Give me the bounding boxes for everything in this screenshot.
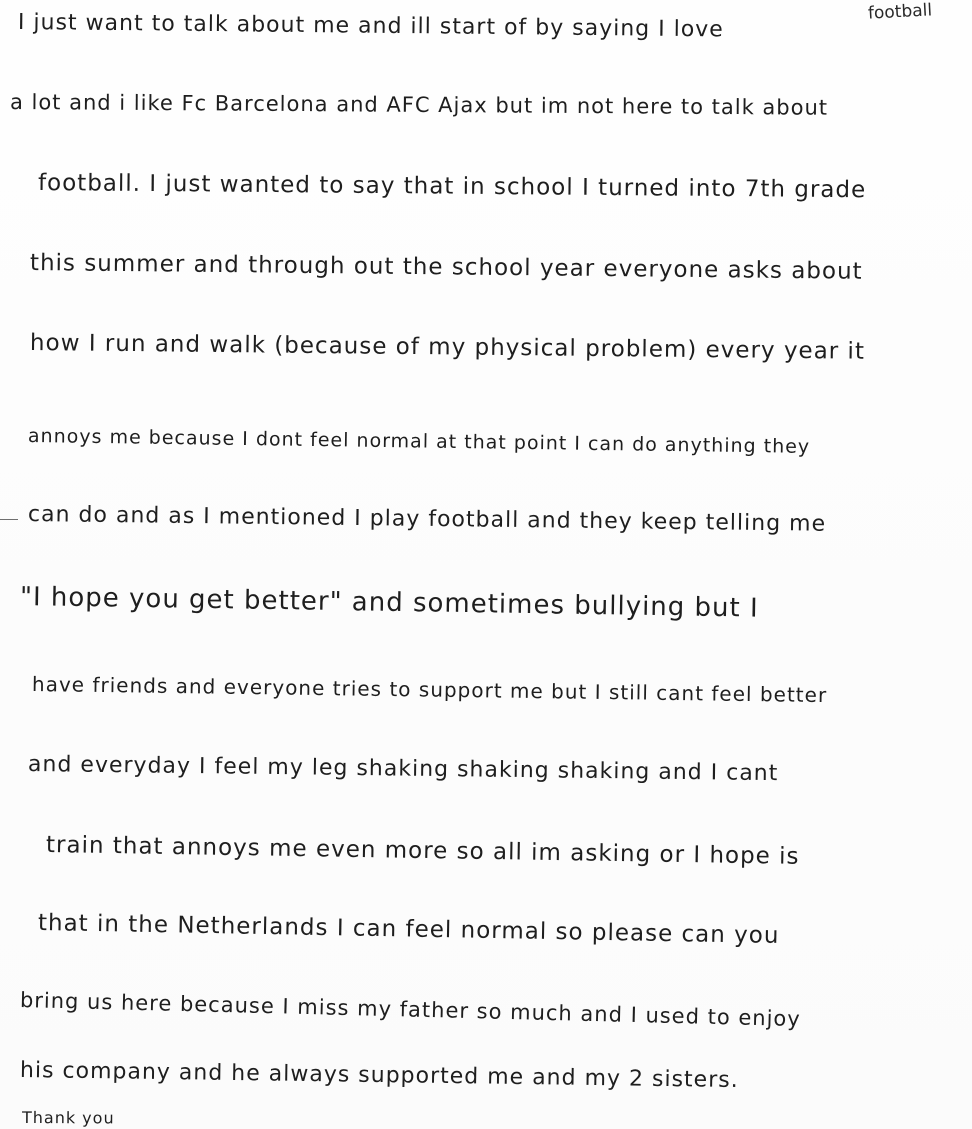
- letter-line-11: train that annoys me even more so all im asking or I hope is: [45, 832, 800, 870]
- letter-line-12: that in the Netherlands I can feel normal so please can you: [37, 910, 780, 949]
- letter-line-8: "I hope you get better" and sometimes bullying but I: [19, 582, 759, 624]
- letter-line-2: a lot and i like Fc Barcelona and AFC Ajax but im not here to talk about: [9, 90, 829, 120]
- letter-line-7: can do and as I mentioned I play football and they keep telling me: [27, 502, 827, 537]
- margin-rule: [0, 519, 18, 520]
- letter-line-3: football. I just wanted to say that in school I turned into 7th grade: [37, 170, 867, 204]
- letter-line-14: his company and he always supported me and my 2 sisters.: [19, 1058, 739, 1094]
- letter-line-10: and everyday I feel my leg shaking shaking shaking and I cant: [27, 752, 779, 787]
- letter-line-6: annoys me because I dont feel normal at that point I can do anything they: [27, 425, 811, 458]
- letter-line-5: how I run and walk (because of my physical problem) every year it: [29, 330, 866, 365]
- letter-line-4: this summer and through out the school year everyone asks about: [29, 250, 863, 285]
- letter-line-9: have friends and everyone tries to support me but I still cant feel better: [31, 672, 828, 708]
- letter-line-13: bring us here because I miss my father so much and I used to enjoy: [19, 988, 802, 1032]
- letter-signoff: Thank you: [21, 1108, 115, 1128]
- corner-note: football: [867, 0, 933, 24]
- letter-line-1: I just want to talk about me and ill start of by saying I love: [17, 10, 724, 43]
